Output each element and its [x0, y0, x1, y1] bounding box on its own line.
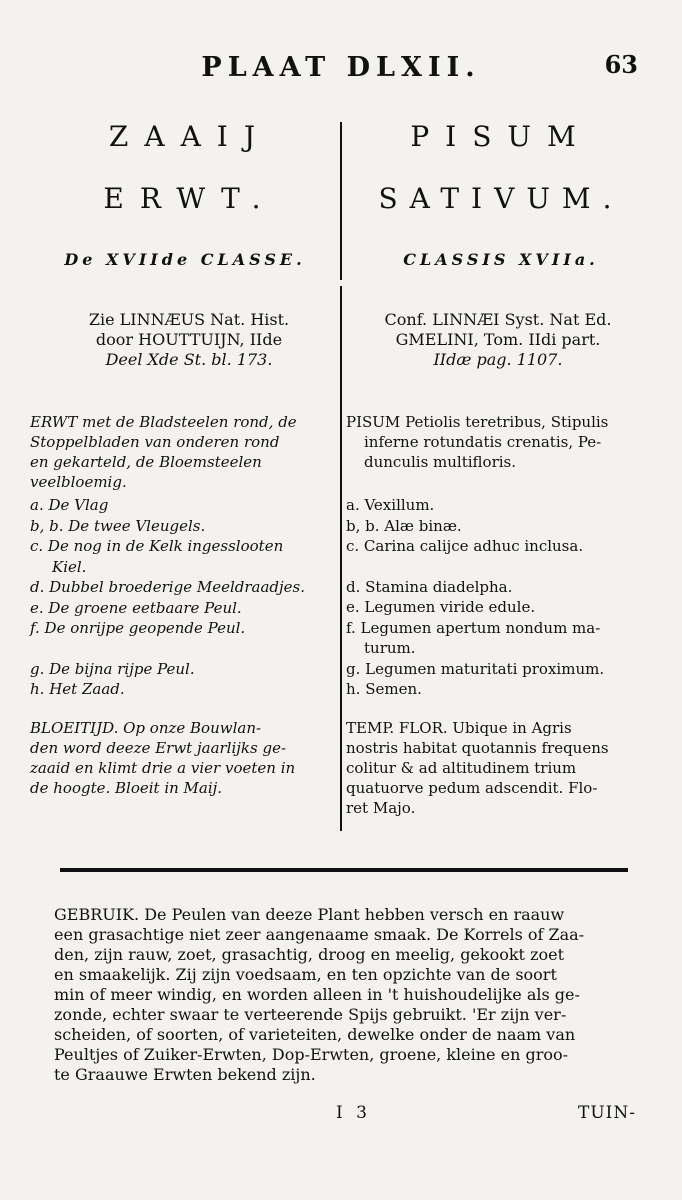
- right-title-sativum: SATIVUM.: [378, 182, 624, 215]
- left-reference: [44, 310, 334, 370]
- ref-line: Conf. LINNÆI Syst. Nat Ed.: [384, 310, 612, 329]
- part-line: e. De groene eetbaare Peul.: [30, 598, 242, 617]
- left-title-erwt: ERWT.: [103, 182, 277, 215]
- part-line: d. Stamina diadelpha.: [346, 577, 513, 596]
- gebruik-line: min of meer windig, en worden alleen in 't huishoudelijke als ge-: [54, 985, 580, 1004]
- part-line: turum.: [364, 639, 416, 657]
- desc-line: ERWT met de Bladsteelen rond, de: [30, 413, 297, 431]
- left-description: [30, 412, 336, 492]
- catchword: TUIN-: [577, 1103, 636, 1123]
- flowering-line: ret Majo.: [346, 799, 416, 817]
- desc-line: dunculis multifloris.: [364, 453, 517, 471]
- part-line: h. Het Zaad.: [30, 680, 125, 698]
- desc-line: inferne rotundatis crenatis, Pe-: [364, 433, 602, 451]
- gebruik-line: zonde, echter swaar te verteerende Spijs gebruikt. 'Er zijn ver-: [54, 1005, 567, 1024]
- flowering-line: nostris habitat quotannis frequens: [346, 739, 609, 757]
- column-divider-top: [340, 122, 342, 280]
- ref-line: IIdæ pag. 1107.: [433, 350, 563, 369]
- part-line: c. De nog in de Kelk ingesslooten: [30, 537, 284, 555]
- part-line: a. Vexillum.: [346, 496, 435, 514]
- gebruik-line: scheiden, of soorten, of varieteiten, dewelke onder de naam van: [54, 1025, 576, 1044]
- desc-line: Stoppelbladen van onderen rond: [30, 433, 280, 451]
- part-line: Kiel.: [52, 557, 87, 576]
- part-line: d. Dubbel broederige Meeldraadjes.: [30, 578, 306, 596]
- gebruik-line: en smaakelijk. Zij zijn voedsaam, en ten opzichte van de soort: [54, 965, 557, 984]
- gebruik-line: te Graauwe Erwten bekend zijn.: [54, 1065, 316, 1084]
- flowering-line: de hoogte. Bloeit in Maij.: [30, 779, 223, 797]
- right-reference: [350, 310, 646, 370]
- gebruik-paragraph: [54, 905, 638, 1085]
- part-line: b, b. De twee Vleugels.: [30, 516, 206, 535]
- right-parts: [346, 495, 646, 700]
- left-title-zaaij: ZAAIJ: [108, 120, 272, 153]
- left-classe: De XVIIde CLASSE.: [64, 250, 306, 269]
- horizontal-rule: [60, 868, 628, 872]
- flowering-line: den word deeze Erwt jaarlijks ge-: [30, 739, 287, 757]
- part-line: g. De bijna rijpe Peul.: [30, 659, 195, 678]
- part-line: g. Legumen maturitati proximum.: [346, 659, 605, 678]
- ref-line: door HOUTTUIJN, IIde: [95, 330, 283, 349]
- desc-line: en gekarteld, de Bloemsteelen: [30, 453, 262, 471]
- part-line: h. Semen.: [346, 680, 422, 698]
- left-parts: [30, 495, 336, 700]
- ref-line: GMELINI, Tom. IIdi part.: [395, 330, 601, 349]
- ref-line: Deel Xde St. bl. 173.: [105, 350, 273, 369]
- plate-title: PLAAT DLXII.: [201, 52, 481, 83]
- gebruik-line: Peultjes of Zuiker-Erwten, Dop-Erwten, groene, kleine en groo-: [54, 1045, 569, 1064]
- right-title-pisum: PISUM: [410, 120, 592, 153]
- right-flowering: [346, 718, 646, 818]
- right-classis: CLASSIS XVIIa.: [403, 250, 599, 269]
- left-flowering: [30, 718, 336, 798]
- gebruik-line: GEBRUIK. De Peulen van deeze Plant hebben versch en raauw: [54, 905, 565, 924]
- flowering-line: zaaid en klimt drie a vier voeten in: [30, 759, 296, 777]
- part-line: c. Carina calijce adhuc inclusa.: [346, 537, 584, 555]
- signature-mark: I 3: [336, 1103, 371, 1123]
- part-line: e. Legumen viride edule.: [346, 598, 536, 616]
- flowering-line: BLOEITIJD. Op onze Bouwlan-: [30, 719, 262, 737]
- part-line: f. De onrijpe geopende Peul.: [30, 619, 246, 637]
- desc-line: PISUM Petiolis teretribus, Stipulis: [346, 413, 609, 431]
- ref-line: Zie LINNÆUS Nat. Hist.: [88, 310, 290, 329]
- part-line: [30, 639, 336, 659]
- gebruik-line: een grasachtige niet zeer aangenaame smaak. De Korrels of Zaa-: [54, 925, 585, 944]
- gebruik-line: den, zijn rauw, zoet, grasachtig, droog en meelig, gekookt zoet: [54, 945, 565, 964]
- column-divider: [340, 286, 342, 831]
- part-line: [346, 557, 646, 577]
- flowering-line: TEMP. FLOR. Ubique in Agris: [346, 719, 572, 737]
- desc-line: veelbloemig.: [30, 473, 127, 491]
- part-line: f. Legumen apertum nondum ma-: [346, 618, 601, 637]
- part-line: a. De Vlag: [30, 496, 109, 514]
- page-number: 63: [604, 50, 638, 79]
- flowering-line: quatuorve pedum adscendit. Flo-: [346, 779, 598, 797]
- right-description: [346, 412, 646, 472]
- part-line: b, b. Alæ binæ.: [346, 516, 462, 535]
- flowering-line: colitur & ad altitudinem trium: [346, 759, 577, 777]
